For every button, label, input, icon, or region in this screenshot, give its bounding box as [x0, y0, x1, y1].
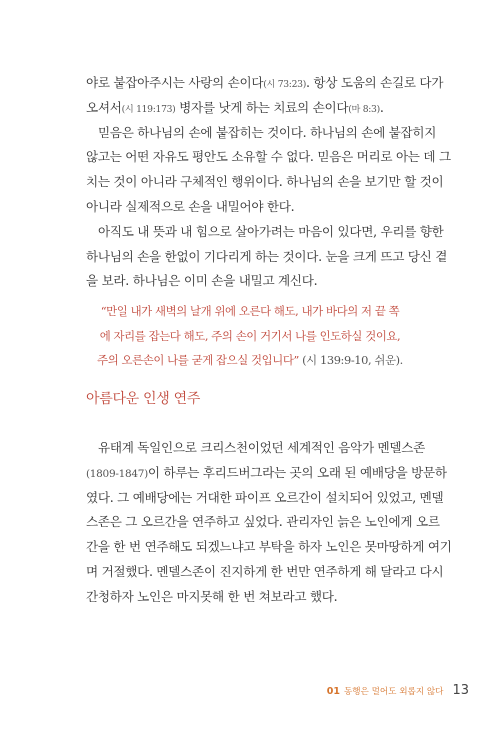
body-line: 않고는 어떤 자유도 평안도 소유할 수 없다. 믿음은 머리로 아는 데 그	[86, 149, 451, 165]
date-range: (1809-1847)	[86, 467, 148, 480]
section-heading: 아름다운 인생 연주	[86, 391, 201, 407]
body-line: (1809-1847)이 하루는 후리드버그라는 곳의 오래 된 예배당을 방문하	[86, 464, 447, 480]
scripture-reference: (시 73:23)	[263, 79, 306, 90]
body-line: 야로 붙잡아주시는 사랑의 손이다(시 73:23). 항상 도움의 손길로 다가	[86, 75, 444, 90]
scripture-reference: (마 8:3)	[348, 103, 380, 115]
bottom-text-block	[86, 436, 452, 610]
body-line: 치는 것이 아니라 구체적인 행위이다. 하나님의 손을 보기만 할 것이	[86, 174, 444, 190]
body-line: 였다. 그 예배당에는 거대한 파이프 오르간이 설치되어 있었고, 멘델	[86, 489, 444, 505]
body-line: 오셔서(시 119:173) 병자를 낫게 하는 치료의 손이다(마 8:3).	[86, 99, 384, 115]
page-number: 13	[452, 683, 469, 698]
body-line: 믿음은 하나님의 손에 붙잡히는 것이다. 하나님의 손에 붙잡히지	[98, 124, 437, 140]
page-footer	[327, 680, 469, 698]
body-line: 을 보라. 하나님은 이미 손을 내밀고 계신다.	[86, 273, 318, 289]
body-line: 하나님의 손을 한없이 기다리게 하는 것이다. 눈을 크게 뜨고 당신 곁	[86, 248, 448, 264]
body-line: 아니라 실제적으로 손을 내밀어야 한다.	[86, 198, 295, 214]
body-line: 며 거절했다. 멘델스존이 진지하게 한 번만 연주하게 해 달라고 다시	[86, 563, 444, 579]
body-line: 간을 한 번 연주해도 되겠느냐고 부탁을 하자 노인은 못마땅하게 여기	[86, 539, 452, 555]
quote-line: “만일 내가 새벽의 날개 위에 오른다 해도, 내가 바다의 저 끝 쪽	[100, 304, 400, 318]
chapter-title: 동행은 멀어도 외롭지 않다	[343, 687, 444, 697]
scripture-quote	[78, 299, 422, 373]
scripture-reference: (시 119:173)	[121, 103, 176, 115]
quote-line: 에 자리를 잡는다 해도, 주의 손이 거기서 나를 인도하실 것이요,	[99, 328, 401, 343]
quote-reference: (시 139:9-10, 쉬운).	[298, 353, 403, 367]
body-line: 유태계 독일인으로 크리스천이었던 세계적인 음악가 멘델스존	[98, 440, 426, 455]
quote-line: 주의 오른손이 나를 굳게 잡으실 것입니다” (시 139:9-10, 쉬운).	[97, 353, 403, 367]
body-line: 간청하자 노인은 마지못해 한 번 쳐보라고 했다.	[86, 588, 338, 604]
top-text-block	[86, 71, 451, 294]
body-line: 아직도 내 뜻과 내 힘으로 살아가려는 마음이 있다면, 우리를 향한	[98, 223, 444, 239]
chapter-number: 01	[326, 686, 340, 697]
body-line: 스존은 그 오르간을 연주하고 싶었다. 관리자인 늙은 노인에게 오르	[86, 514, 440, 530]
